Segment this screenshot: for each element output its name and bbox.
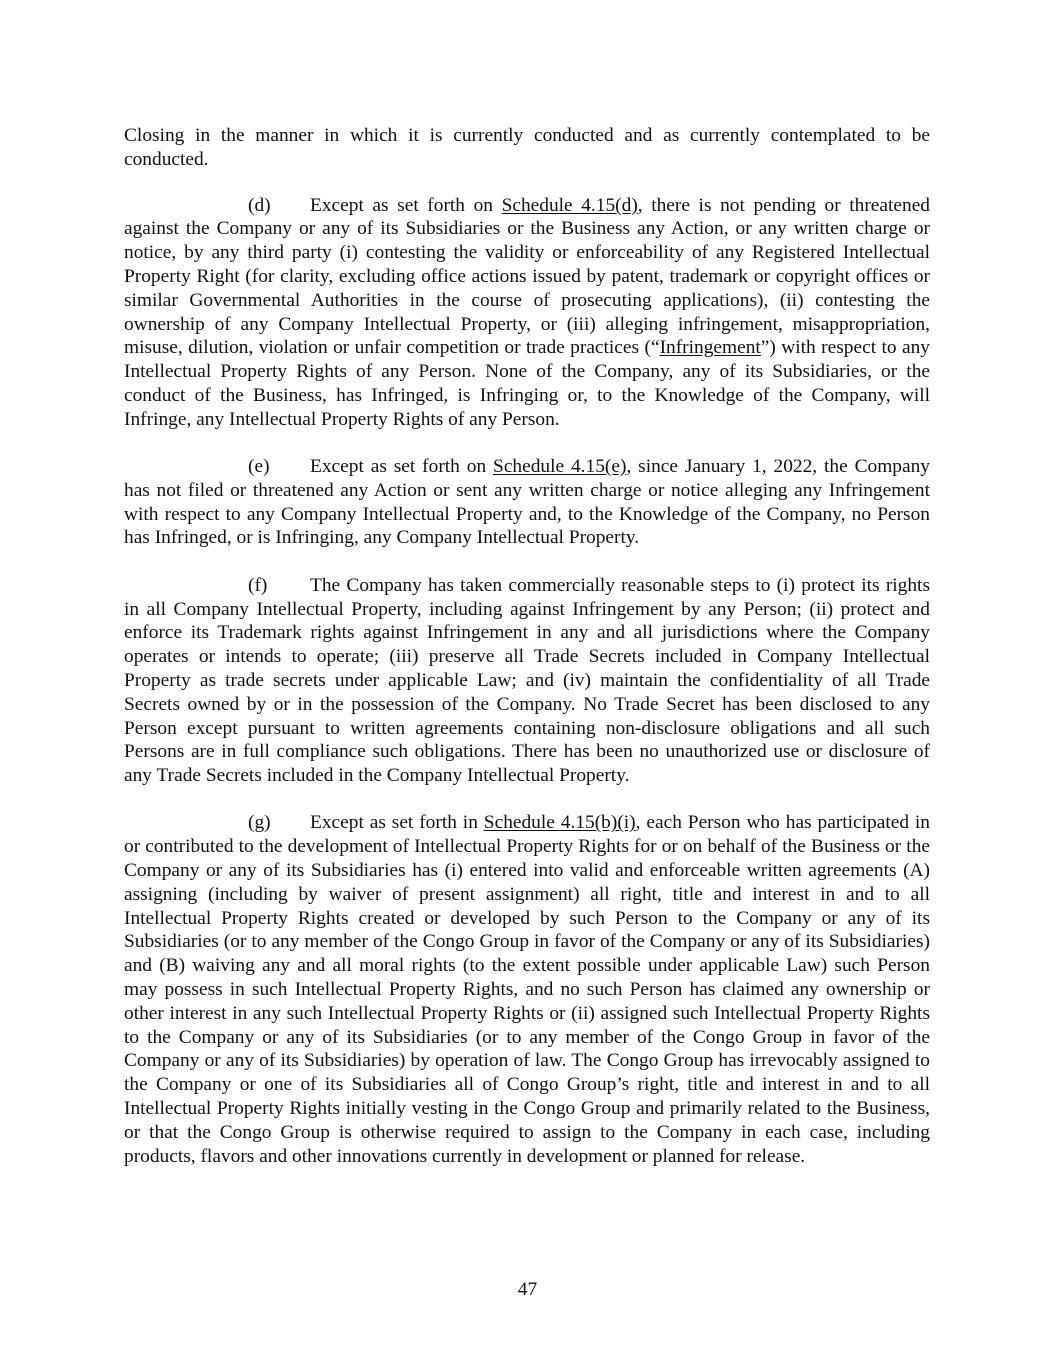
paragraph-f — [124, 574, 930, 788]
paragraph-g-label: (g) — [248, 812, 271, 834]
paragraph-d-text-mid: , there is not pending or threatened against the Company or any of its Subsidiaries or the Business any Action, or any written charge or notice, by any third party (i) contesting the validity or enforceability of any Registered Intellectual Property Right (for clarity, excluding office actions issued by patent, trademark or copyright offices or similar Governmental Authorities in the course of prosecuting applications), (ii) contesting the ownership of any Company Intellectual Property, or (iii) alleging infringement, misappropriation, misuse, dilution, violation or unfair competition or trade practices (“ — [124, 194, 930, 359]
paragraph-d-text-post: ”) with respect to any Intellectual Property Rights of any Person. None of the Company, any of its Subsidiaries, or the conduct of the Business, has Infringed, is Infringing or, to the Knowledge of the Company, will Infringe, any Intellectual Property Rights of any Person. — [124, 337, 930, 430]
paragraph-d-label: (d) — [248, 194, 271, 216]
schedule-4-15-b-i-reference: Schedule 4.15(b)(i) — [483, 812, 636, 834]
paragraph-d-text-pre: Except as set forth on — [310, 194, 502, 216]
paragraph-g-text-pre: Except as set forth in — [310, 812, 484, 834]
paragraph-e-text-post: , since January 1, 2022, the Company has not filed or threatened any Action or sent any written charge or notice alleging any Infringement with respect to any Company Intellectual Property and, to the Knowledge of the Company, no Person has Infringed, or is Infringing, any Company Intellectual Property. — [124, 456, 930, 549]
schedule-4-15-d-reference: Schedule 4.15(d) — [501, 194, 638, 216]
page-number: 47 — [517, 1279, 538, 1300]
document-page — [124, 124, 930, 1192]
paragraph-continuation — [124, 124, 930, 172]
paragraph-e-label: (e) — [248, 456, 270, 478]
schedule-4-15-e-reference: Schedule 4.15(e) — [493, 456, 627, 478]
paragraph-g — [124, 811, 930, 1168]
paragraph-e-text-pre: Except as set forth on — [310, 456, 494, 478]
infringement-defined-term: Infringement — [659, 337, 761, 359]
paragraph-f-text: The Company has taken commercially reasonable steps to (i) protect its rights in all Company Intellectual Property, including against Infringement by any Person; (ii) protect and enforce its Trademark rights against Infringement in any and all jurisdictions where the Company operates or intends to operate; (iii) preserve all Trade Secrets included in Company Intellectual Property as trade secrets under applicable Law; and (iv) maintain the confidentiality of all Trade Secrets owned by or in the possession of the Company. No Trade Secret has been disclosed to any Person except pursuant to written agreements containing non-disclosure obligations and all such Persons are in full compliance such obligations. There has been no unauthorized use or disclosure of any Trade Secrets included in the Company Intellectual Property. — [124, 574, 930, 787]
paragraph-g-text-post: , each Person who has participated in or contributed to the development of Intellectual Property Rights for or on behalf of the Business or the Company or any of its Subsidiaries has (i) entered into valid and enforceable written agreements (A) assigning (including by waiver of present assignment) all right, title and interest in and to all Intellectual Property Rights created or developed by such Person to the Company or any of its Subsidiaries (or to any member of the Congo Group in favor of the Company or any of its Subsidiaries) and (B) waiving any and all moral rights (to the extent possible under applicable Law) such Person may possess in such Intellectual Property Rights, and no such Person has claimed any ownership or other interest in any such Intellectual Property Rights or (ii) assigned such Intellectual Property Rights to the Company or any of its Subsidiaries (or to any member of the Congo Group in favor of the Company or any of its Subsidiaries) by operation of law. The Congo Group has irrevocably assigned to the Company or one of its Subsidiaries all of Congo Group’s right, title and interest in and to all Intellectual Property Rights initially vesting in the Congo Group and primarily related to the Business, or that the Congo Group is otherwise required to assign to the Company in each case, including products, flavors and other innovations currently in development or planned for release. — [124, 812, 930, 1167]
paragraph-f-label: (f) — [248, 574, 268, 596]
paragraph-d — [124, 194, 930, 432]
continuation-text: Closing in the manner in which it is currently conducted and as currently contemplated to be conducted. — [124, 125, 930, 170]
paragraph-e — [124, 455, 930, 550]
